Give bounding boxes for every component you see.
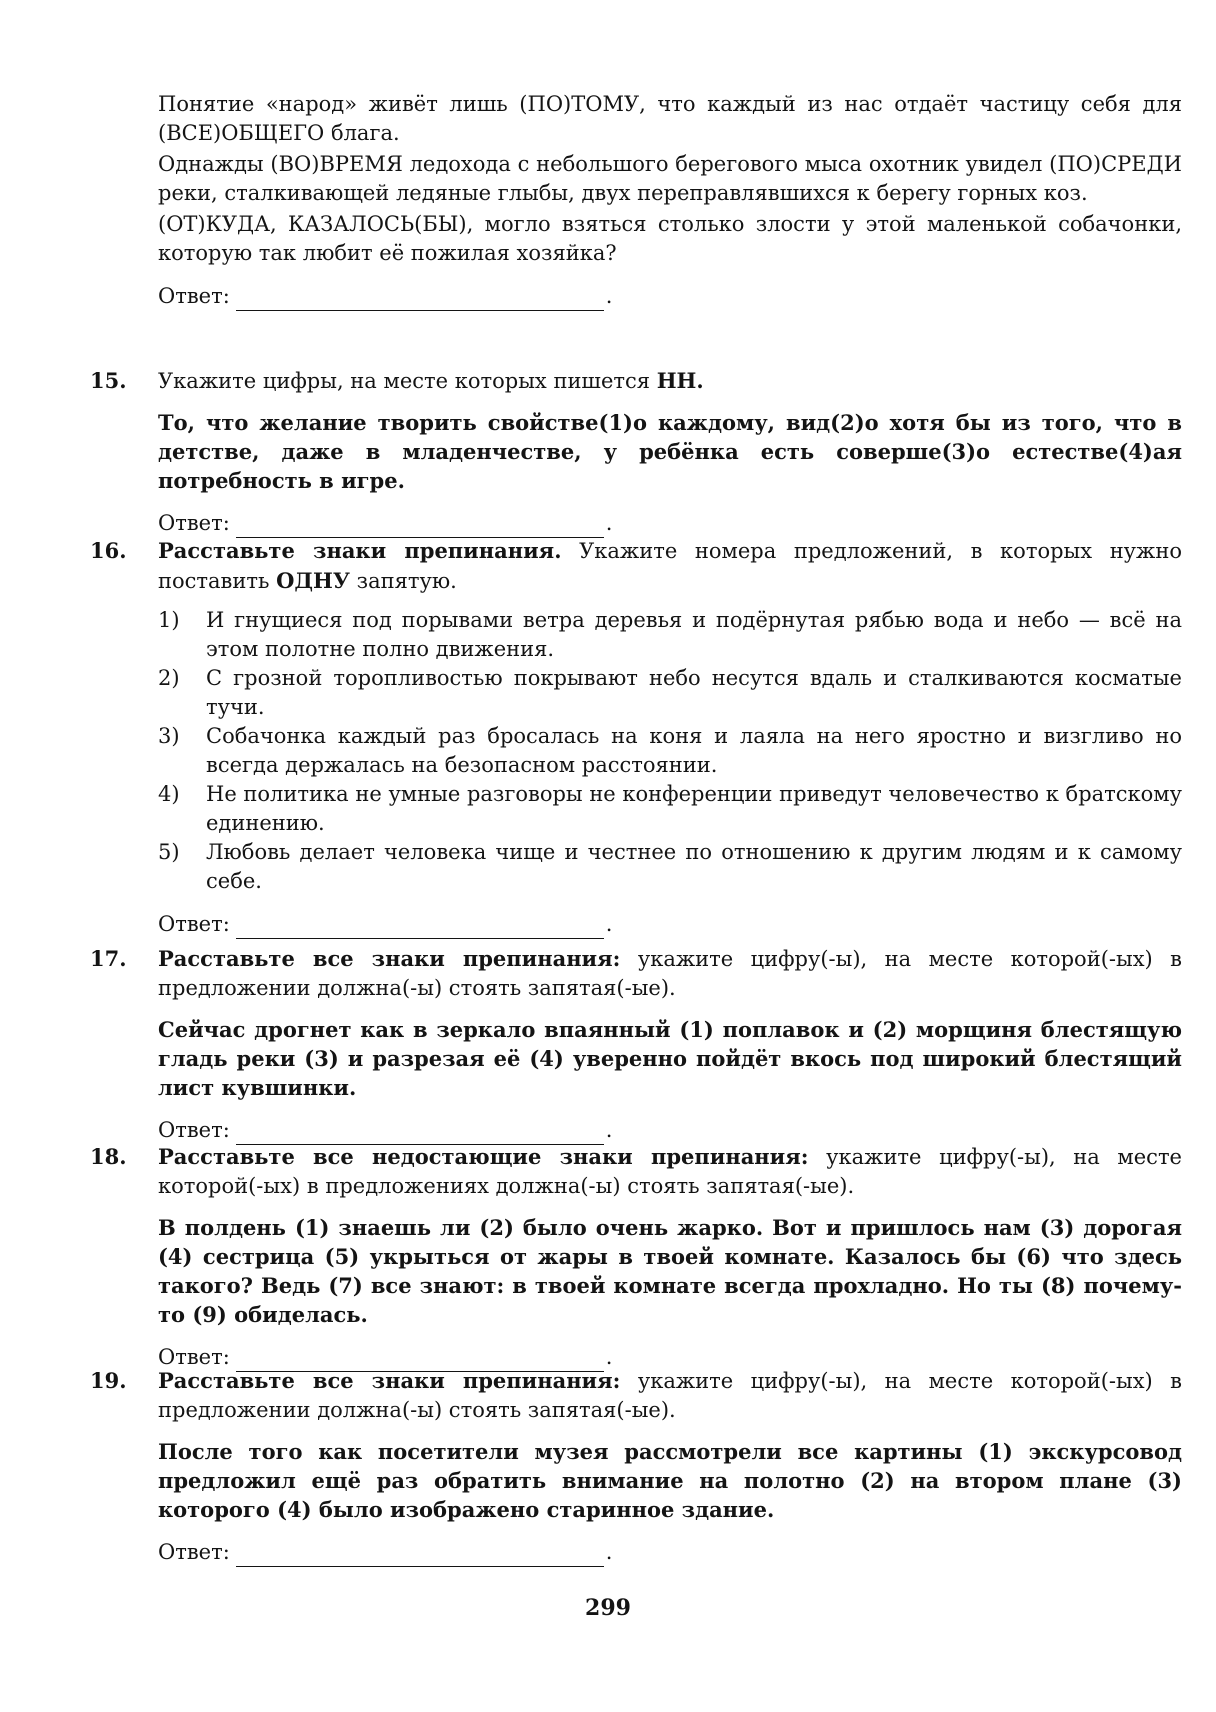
task-19 (90, 1366, 1182, 1567)
answer-row: Ответ: . (158, 1343, 1182, 1372)
page-number: 299 (585, 1595, 631, 1621)
answer-field[interactable] (236, 1544, 604, 1567)
task-number: 15. (90, 368, 127, 393)
task-18 (90, 1142, 1182, 1372)
answer-row: Ответ: . (158, 509, 1182, 538)
task-sentence: Сейчас дрогнет как в зеркало впаянный (1) поплавок и (2) морщиня блестящую гладь реки (3) и разрезая её (4) уверенно пойдёт вкось под широкий блестящий лист кувшинки. (158, 1017, 1182, 1100)
list-item: 4) Не политика не умные разговоры не конференции приведут человечество к братскому единению. (158, 782, 1182, 835)
intro-sentence-2: Однажды (ВО)ВРЕМЯ ледохода с небольшого берегового мыса охотник увидел (ПО)СРЕДИ реки, сталкивающей ледяные глыбы, двух переправлявшихся к берегу горных коз. (158, 152, 1182, 205)
answer-label: Ответ: (158, 511, 230, 535)
intro-sentence-1: Понятие «народ» живёт лишь (ПО)ТОМУ, что каждый из нас отдаёт частицу себя для (ВСЕ)ОБЩЕГО блага. (158, 92, 1182, 145)
answer-label: Ответ: (158, 1118, 230, 1142)
answer-field[interactable] (236, 916, 604, 939)
answer-row: Ответ: . (158, 1116, 1182, 1145)
task-number: 18. (90, 1144, 127, 1169)
answer-field[interactable] (236, 515, 604, 538)
task-17 (90, 944, 1182, 1145)
answer-label: Ответ: (158, 912, 230, 936)
answer-label: Ответ: (158, 1345, 230, 1369)
task-question: Расставьте все знаки препинания: укажите цифру(-ы), на месте которой(-ых) в предложении должна(-ы) стоять запятая(-ые). (158, 1368, 1182, 1422)
task-sentence: То, что желание творить свойстве(1)о каждому, вид(2)о хотя бы из того, что в детстве, даже в младенчестве, у ребёнка есть соверше(3)о естестве(4)ая потребность в игре. (158, 410, 1182, 493)
task-question: Расставьте все знаки препинания: укажите цифру(-ы), на месте которой(-ых) в предложении должна(-ы) стоять запятая(-ые). (158, 946, 1182, 1000)
answer-row: Ответ: . (158, 910, 1182, 939)
task-question: Расставьте знаки препинания. Укажите номера предложений, в которых нужно поставить ОДНУ запятую. (158, 538, 1182, 593)
answer-label: Ответ: (158, 284, 230, 308)
answer-row: Ответ: . (158, 1538, 1182, 1567)
task-number: 17. (90, 946, 127, 971)
task-sentence: После того как посетители музея рассмотрели все картины (1) экскурсовод предложил ещё раз обратить внимание на полотно (2) на втором плане (3) которого (4) было изображено старинное здание. (158, 1439, 1182, 1522)
task-question: Укажите цифры, на месте которых пишется НН. (158, 368, 704, 393)
answer-label: Ответ: (158, 1540, 230, 1564)
task-number: 16. (90, 538, 127, 563)
options-list (158, 606, 1182, 896)
task-question: Расставьте все недостающие знаки препинания: укажите цифру(-ы), на месте которой(-ых) в предложениях должна(-ы) стоять запятая(-ые). (158, 1144, 1182, 1198)
intro-sentence-3: (ОТ)КУДА, КАЗАЛОСЬ(БЫ), могло взяться столько злости у этой маленькой собачонки, которую так любит её пожилая хозяйка? (158, 212, 1182, 265)
list-item: 1) И гнущиеся под порывами ветра деревья и подёрнутая рябью вода и небо — всё на этом полотне полно движения. (158, 608, 1182, 661)
task-sentence: В полдень (1) знаешь ли (2) было очень жарко. Вот и пришлось нам (3) дорогая (4) сестрица (5) укрыться от жары в твоей комнате. Казалось бы (6) что здесь такого? Ведь (7) все знают: в твоей комнате всегда прохладно. Но ты (8) почему-то (9) обиделась. (158, 1215, 1182, 1327)
task-15 (90, 366, 1182, 538)
list-item: 2) С грозной торопливостью покрывают небо несутся вдаль и сталкиваются косматые тучи. (158, 666, 1182, 719)
list-item: 3) Собачонка каждый раз бросалась на коня и лаяла на него яростно и визгливо но всегда держалась на безопасном расстоянии. (158, 724, 1182, 777)
task-16 (90, 536, 1182, 939)
answer-row: Ответ: . (158, 282, 1182, 311)
list-item: 5) Любовь делает человека чище и честнее по отношению к другим людям и к самому себе. (158, 840, 1182, 893)
task-number: 19. (90, 1368, 127, 1393)
intro-block (158, 90, 1182, 311)
answer-field[interactable] (236, 288, 604, 311)
